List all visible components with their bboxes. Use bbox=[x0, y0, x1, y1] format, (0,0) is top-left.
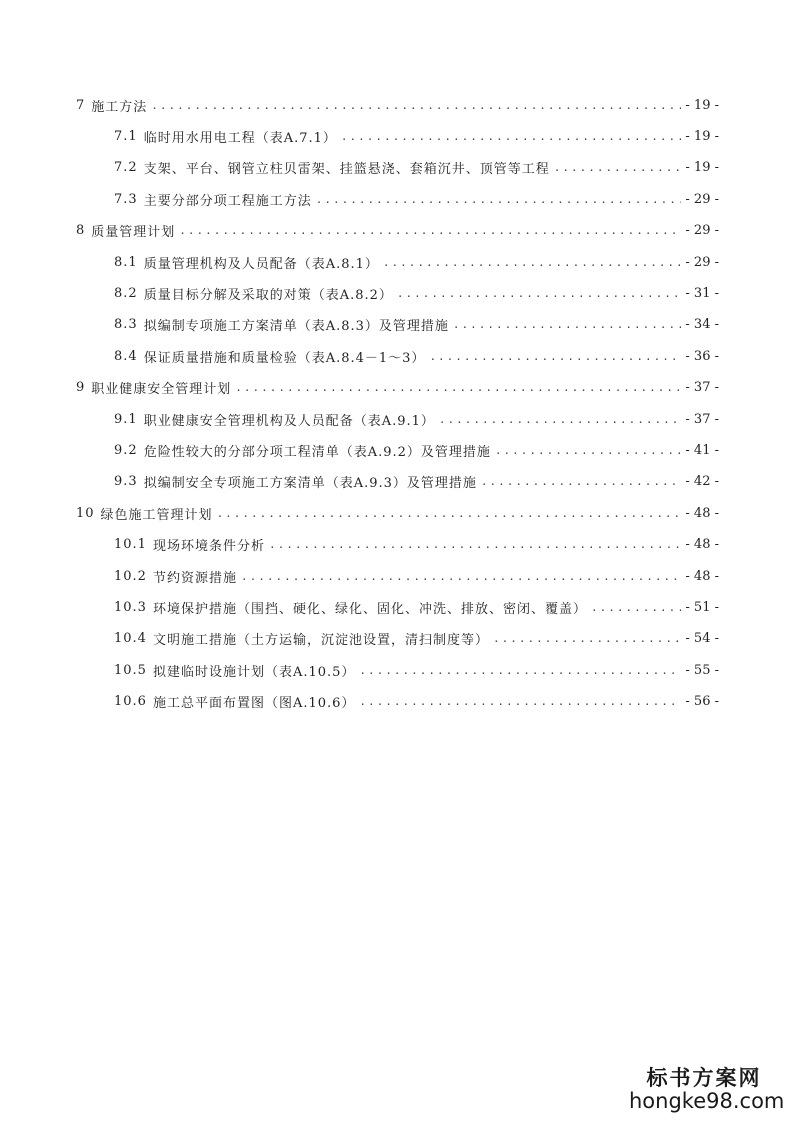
toc-entry-title: 现场环境条件分析 bbox=[152, 539, 265, 555]
toc-entry-number: 9 bbox=[76, 380, 86, 396]
toc-entry-number: 8.2 bbox=[114, 285, 138, 301]
toc-entry-page: - 37 - bbox=[685, 380, 719, 396]
toc-section-entry bbox=[114, 189, 719, 209]
toc-entry-number: 8.1 bbox=[114, 254, 138, 270]
toc-leader-dots bbox=[151, 99, 681, 112]
watermark-name: 标书方案网 bbox=[646, 1066, 762, 1090]
toc-entry-title: 施工方法 bbox=[91, 99, 148, 115]
toc-leader-dots bbox=[495, 444, 682, 457]
toc-entry-number: 10.4 bbox=[114, 631, 147, 647]
toc-leader-dots bbox=[591, 601, 681, 614]
toc-entry-page: - 42 - bbox=[685, 474, 719, 490]
toc-entry-page: - 55 - bbox=[685, 662, 719, 678]
toc-leader-dots bbox=[217, 507, 682, 520]
toc-entry-title: 文明施工措施（土方运输，沉淀池设置，清扫制度等） bbox=[152, 633, 489, 649]
toc-entry-page: - 31 - bbox=[685, 285, 719, 301]
toc-leader-dots bbox=[241, 570, 681, 583]
toc-leader-dots bbox=[481, 475, 682, 488]
toc-section-entry bbox=[114, 566, 719, 586]
toc-entry-page: - 54 - bbox=[685, 631, 719, 647]
toc-entry-title: 施工总平面布置图（图A.10.6） bbox=[152, 696, 356, 712]
toc-leader-dots bbox=[397, 287, 682, 300]
toc-entry-title: 拟建临时设施计划（表A.10.5） bbox=[152, 664, 356, 680]
toc-entry-number: 7.1 bbox=[114, 128, 138, 144]
toc-leader-dots bbox=[554, 161, 682, 174]
site-watermark bbox=[629, 1066, 785, 1113]
toc-entry-page: - 19 - bbox=[685, 160, 719, 176]
toc-entry-title: 主要分部分项工程施工方法 bbox=[143, 193, 312, 209]
toc-chapter-entry bbox=[76, 503, 719, 523]
toc-section-entry bbox=[114, 158, 719, 178]
watermark-url: hongke98.com bbox=[629, 1089, 785, 1113]
toc-entry-title: 职业健康安全管理计划 bbox=[91, 382, 232, 398]
toc-entry-title: 保证质量措施和质量检验（表A.8.4－1～3） bbox=[143, 350, 426, 366]
toc-entry-page: - 37 - bbox=[685, 411, 719, 427]
toc-leader-dots bbox=[453, 318, 682, 331]
toc-leader-dots bbox=[341, 130, 682, 143]
toc-entry-title: 绿色施工管理计划 bbox=[100, 507, 213, 523]
toc-section-entry bbox=[114, 660, 719, 680]
toc-leader-dots bbox=[235, 381, 681, 394]
toc-entry-number: 7 bbox=[76, 97, 86, 113]
toc-section-entry bbox=[114, 535, 719, 555]
toc-entry-page: - 29 - bbox=[685, 223, 719, 239]
toc-leader-dots bbox=[269, 538, 681, 551]
toc-entry-number: 7.2 bbox=[114, 160, 138, 176]
toc-entry-number: 10.1 bbox=[114, 537, 147, 553]
toc-entry-page: - 19 - bbox=[685, 97, 719, 113]
toc-section-entry bbox=[114, 346, 719, 366]
toc-entry-page: - 51 - bbox=[685, 599, 719, 615]
toc-leader-dots bbox=[493, 632, 681, 645]
toc-entry-number: 8 bbox=[76, 223, 86, 239]
toc-chapter-entry bbox=[76, 95, 719, 115]
toc-section-entry bbox=[114, 597, 719, 617]
toc-section-entry bbox=[114, 692, 719, 712]
toc-entry-page: - 36 - bbox=[685, 348, 719, 364]
toc-section-entry bbox=[114, 440, 719, 460]
toc-section-entry bbox=[114, 472, 719, 492]
toc-leader-dots bbox=[429, 350, 681, 363]
toc-entry-title: 临时用水用电工程（表A.7.1） bbox=[143, 130, 337, 146]
toc-entry-title: 职业健康安全管理机构及人员配备（表A.9.1） bbox=[143, 413, 435, 429]
toc-entry-page: - 34 - bbox=[685, 317, 719, 333]
toc-entry-page: - 29 - bbox=[685, 191, 719, 207]
toc-entry-number: 10.3 bbox=[114, 599, 147, 615]
toc-entry-title: 质量目标分解及采取的对策（表A.8.2） bbox=[143, 287, 393, 303]
toc-section-entry bbox=[114, 283, 719, 303]
toc-entry-title: 质量管理计划 bbox=[91, 225, 176, 241]
toc-entry-page: - 41 - bbox=[685, 442, 719, 458]
toc-entry-page: - 48 - bbox=[685, 568, 719, 584]
toc-section-entry bbox=[114, 126, 719, 146]
toc-entry-title: 节约资源措施 bbox=[152, 570, 237, 586]
toc-entry-title: 拟编制专项施工方案清单（表A.8.3）及管理措施 bbox=[143, 319, 449, 335]
toc-entry-page: - 19 - bbox=[685, 128, 719, 144]
toc-section-entry bbox=[114, 409, 719, 429]
toc-entry-title: 拟编制安全专项施工方案清单（表A.9.3）及管理措施 bbox=[143, 476, 477, 492]
toc-entry-number: 9.2 bbox=[114, 442, 138, 458]
toc-chapter-entry bbox=[76, 378, 719, 398]
toc-entry-title: 质量管理机构及人员配备（表A.8.1） bbox=[143, 256, 379, 272]
toc-entry-number: 10.5 bbox=[114, 662, 147, 678]
toc-entry-page: - 56 - bbox=[685, 694, 719, 710]
toc-leader-dots bbox=[359, 695, 681, 708]
toc-entry-number: 10 bbox=[76, 505, 95, 521]
toc-entry-number: 9.3 bbox=[114, 474, 138, 490]
toc-leader-dots bbox=[383, 256, 682, 269]
toc-entry-page: - 48 - bbox=[685, 537, 719, 553]
toc-section-entry bbox=[114, 315, 719, 335]
toc-entry-number: 8.3 bbox=[114, 317, 138, 333]
toc-entry-number: 9.1 bbox=[114, 411, 138, 427]
toc-chapter-entry bbox=[76, 221, 719, 241]
toc-entry-number: 8.4 bbox=[114, 348, 138, 364]
toc-entry-number: 7.3 bbox=[114, 191, 138, 207]
toc-entry-number: 10.2 bbox=[114, 568, 147, 584]
toc-entry-page: - 29 - bbox=[685, 254, 719, 270]
toc-leader-dots bbox=[179, 224, 681, 237]
toc-leader-dots bbox=[439, 413, 682, 426]
toc-entry-title: 环境保护措施（围挡、硬化、绿化、固化、冲洗、排放、密闭、覆盖） bbox=[152, 601, 587, 617]
toc-entry-page: - 48 - bbox=[685, 505, 719, 521]
toc-section-entry bbox=[114, 629, 719, 649]
toc-section-entry bbox=[114, 252, 719, 272]
toc-entry-number: 10.6 bbox=[114, 694, 147, 710]
toc-entry-title: 危险性较大的分部分项工程清单（表A.9.2）及管理措施 bbox=[143, 444, 491, 460]
toc-entry-title: 支架、平台、钢管立柱贝雷架、挂篮悬浇、套箱沉井、顶管等工程 bbox=[143, 162, 550, 178]
toc-leader-dots bbox=[316, 193, 682, 206]
toc-leader-dots bbox=[359, 664, 681, 677]
